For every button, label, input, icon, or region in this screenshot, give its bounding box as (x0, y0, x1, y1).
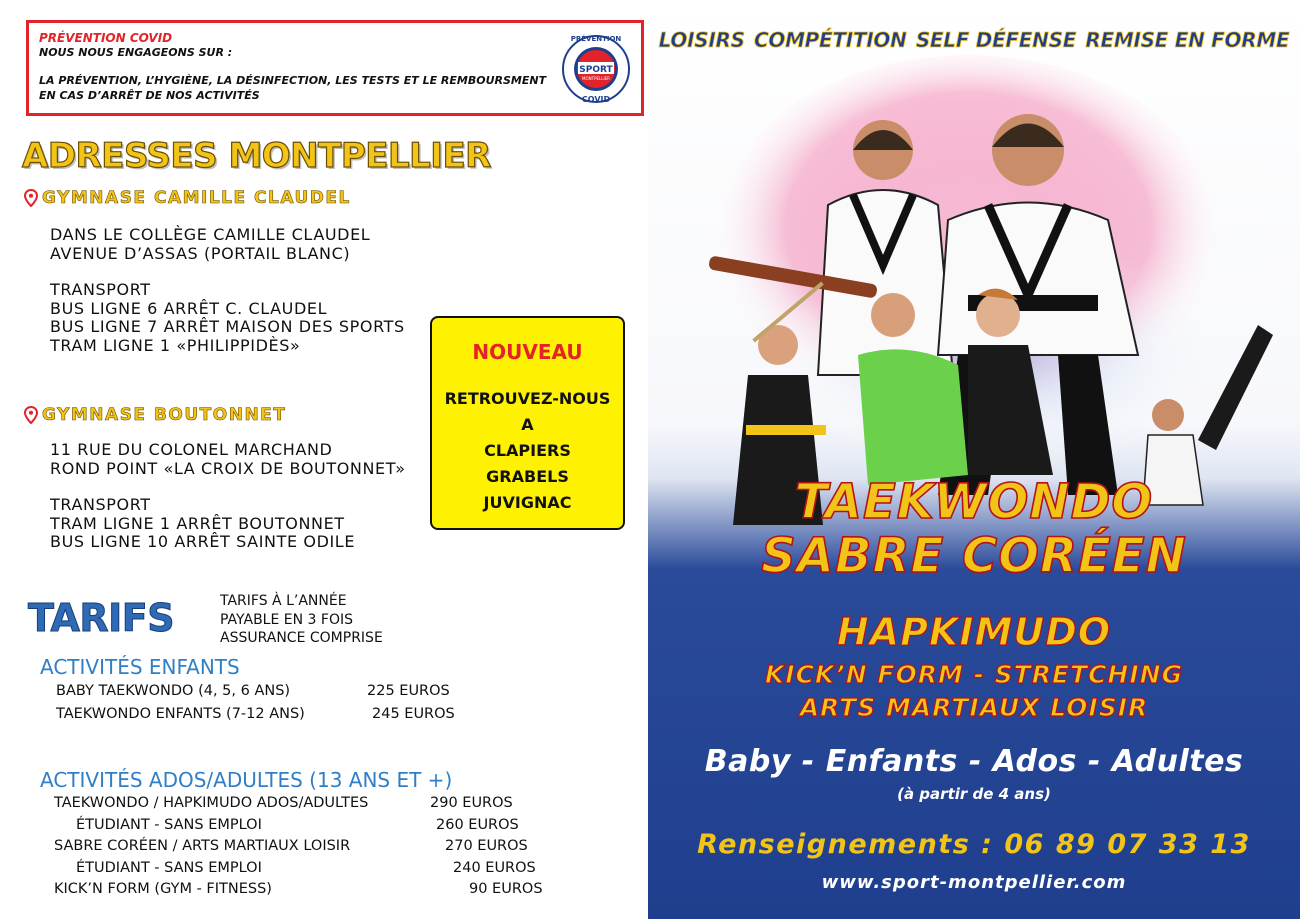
title-sabre-coreen: SABRE CORÉEN (761, 528, 1187, 584)
website-link[interactable]: www.sport-montpellier.com (821, 872, 1127, 893)
address-line: DANS LE COLLÈGE CAMILLE CLAUDEL (50, 225, 371, 244)
title-kickn-form: KICK’N FORM - STRETCHING (764, 660, 1184, 689)
covid-line-2: LA PRÉVENTION, L’HYGIÈNE, LA DÉSINFECTION, LES TESTS ET LE REMBOURSMENT (39, 74, 547, 87)
tag-remise-en-forme: REMISE EN FORME (1085, 28, 1290, 52)
tarif-note-line: TARIFS À L’ANNÉE (220, 593, 347, 609)
covid-title: PRÉVENTION COVID (39, 31, 173, 45)
nouveau-line: A (521, 415, 534, 434)
venue-boutonnet-title (24, 405, 286, 425)
nouveau-title: NOUVEAU (472, 340, 583, 364)
price-label: BABY TAEKWONDO (4, 5, 6 ANS) (56, 683, 291, 699)
tag-competition: COMPÉTITION (754, 28, 907, 52)
covid-prevention-box (26, 20, 644, 116)
badge-sub-text: MONTPELLIER (582, 76, 610, 81)
badge-bottom-text: COVID (581, 95, 611, 104)
venue-boutonnet-details (50, 441, 406, 552)
price-label: ÉTUDIANT - SANS EMPLOI (76, 817, 262, 833)
transport-line: TRAM LIGNE 1 «PHILIPPIDÈS» (50, 335, 301, 355)
audience-text: Baby - Enfants - Ados - Adultes (704, 744, 1244, 779)
contact-phone: Renseignements : 06 89 07 33 13 (697, 829, 1251, 860)
venue-name: GYMNASE BOUTONNET (42, 405, 287, 425)
venue-camille-claudel-title (24, 188, 351, 208)
poster-panel (648, 0, 1300, 919)
adultes-category-title: ACTIVITÉS ADOS/ADULTES (13 ANS ET +) (40, 768, 453, 792)
nouveau-line: RETROUVEZ-NOUS (444, 389, 611, 408)
price-value: 90 EUROS (469, 881, 543, 897)
poster-tags (648, 28, 1300, 52)
nouveau-line: JUVIGNAC (483, 493, 572, 512)
location-pin-icon (24, 189, 38, 207)
transport-line: BUS LIGNE 7 ARRÊT MAISON DES SPORTS (50, 317, 405, 336)
nouveau-line: CLAPIERS (484, 441, 571, 460)
title-taekwondo: TAEKWONDO (794, 474, 1154, 530)
badge-sport-text: SPORT (579, 65, 613, 75)
address-line: ROND POINT «LA CROIX DE BOUTONNET» (50, 458, 406, 478)
price-value: 240 EUROS (453, 860, 536, 876)
tarifs-note (220, 592, 383, 648)
covid-line-1: NOUS NOUS ENGAGEONS SUR : (39, 46, 233, 59)
enfants-category-title: ACTIVITÉS ENFANTS (40, 655, 240, 679)
title-hapkimudo: HAPKIMUDO (836, 610, 1112, 654)
covid-line-3: EN CAS D’ARRÊT DE NOS ACTIVITÉS (39, 89, 260, 102)
price-label: ÉTUDIANT - SANS EMPLOI (76, 860, 262, 876)
covid-badge-logo (561, 29, 631, 109)
transport-line: BUS LIGNE 10 ARRÊT SAINTE ODILE (50, 532, 356, 551)
title-arts-martiaux: ARTS MARTIAUX LOISIR (799, 693, 1149, 722)
tarif-note-line: ASSURANCE COMPRISE (220, 630, 383, 646)
tarifs-heading: TARIFS (28, 596, 175, 640)
addresses-heading: ADRESSES MONTPELLIER (22, 136, 491, 176)
address-line: AVENUE D’ASSAS (PORTAIL BLANC) (50, 243, 351, 263)
transport-line: BUS LIGNE 6 ARRÊT C. CLAUDEL (50, 298, 328, 318)
price-value: 225 EUROS (367, 683, 450, 699)
venue-camille-claudel-details (50, 226, 405, 355)
price-value: 245 EUROS (372, 706, 455, 722)
age-text: (à partir de 4 ans) (897, 785, 1051, 803)
transport-heading: TRANSPORT (50, 495, 151, 514)
transport-line: TRAM LIGNE 1 ARRÊT BOUTONNET (50, 513, 345, 533)
price-label: KICK’N FORM (GYM - FITNESS) (54, 881, 272, 897)
tag-self-defense: SELF DÉFENSE (915, 28, 1077, 52)
price-value: 290 EUROS (430, 795, 513, 811)
address-line: 11 RUE DU COLONEL MARCHAND (50, 440, 333, 459)
martial-arts-photo (668, 55, 1298, 525)
tarif-note-line: PAYABLE EN 3 FOIS (220, 611, 353, 628)
tag-loisirs: LOISIRS (658, 28, 745, 52)
location-pin-icon (24, 406, 38, 424)
venue-name: GYMNASE CAMILLE CLAUDEL (42, 188, 351, 208)
price-value: 270 EUROS (445, 838, 528, 854)
nouveau-line: GRABELS (486, 467, 569, 486)
badge-top-text: PRÉVENTION (570, 35, 622, 43)
transport-heading: TRANSPORT (50, 280, 151, 299)
nouveau-callout (430, 316, 625, 530)
price-value: 260 EUROS (436, 817, 519, 833)
price-label: SABRE CORÉEN / ARTS MARTIAUX LOISIR (54, 838, 351, 854)
price-label: TAEKWONDO / HAPKIMUDO ADOS/ADULTES (54, 795, 369, 811)
price-label: TAEKWONDO ENFANTS (7-12 ANS) (56, 706, 305, 722)
